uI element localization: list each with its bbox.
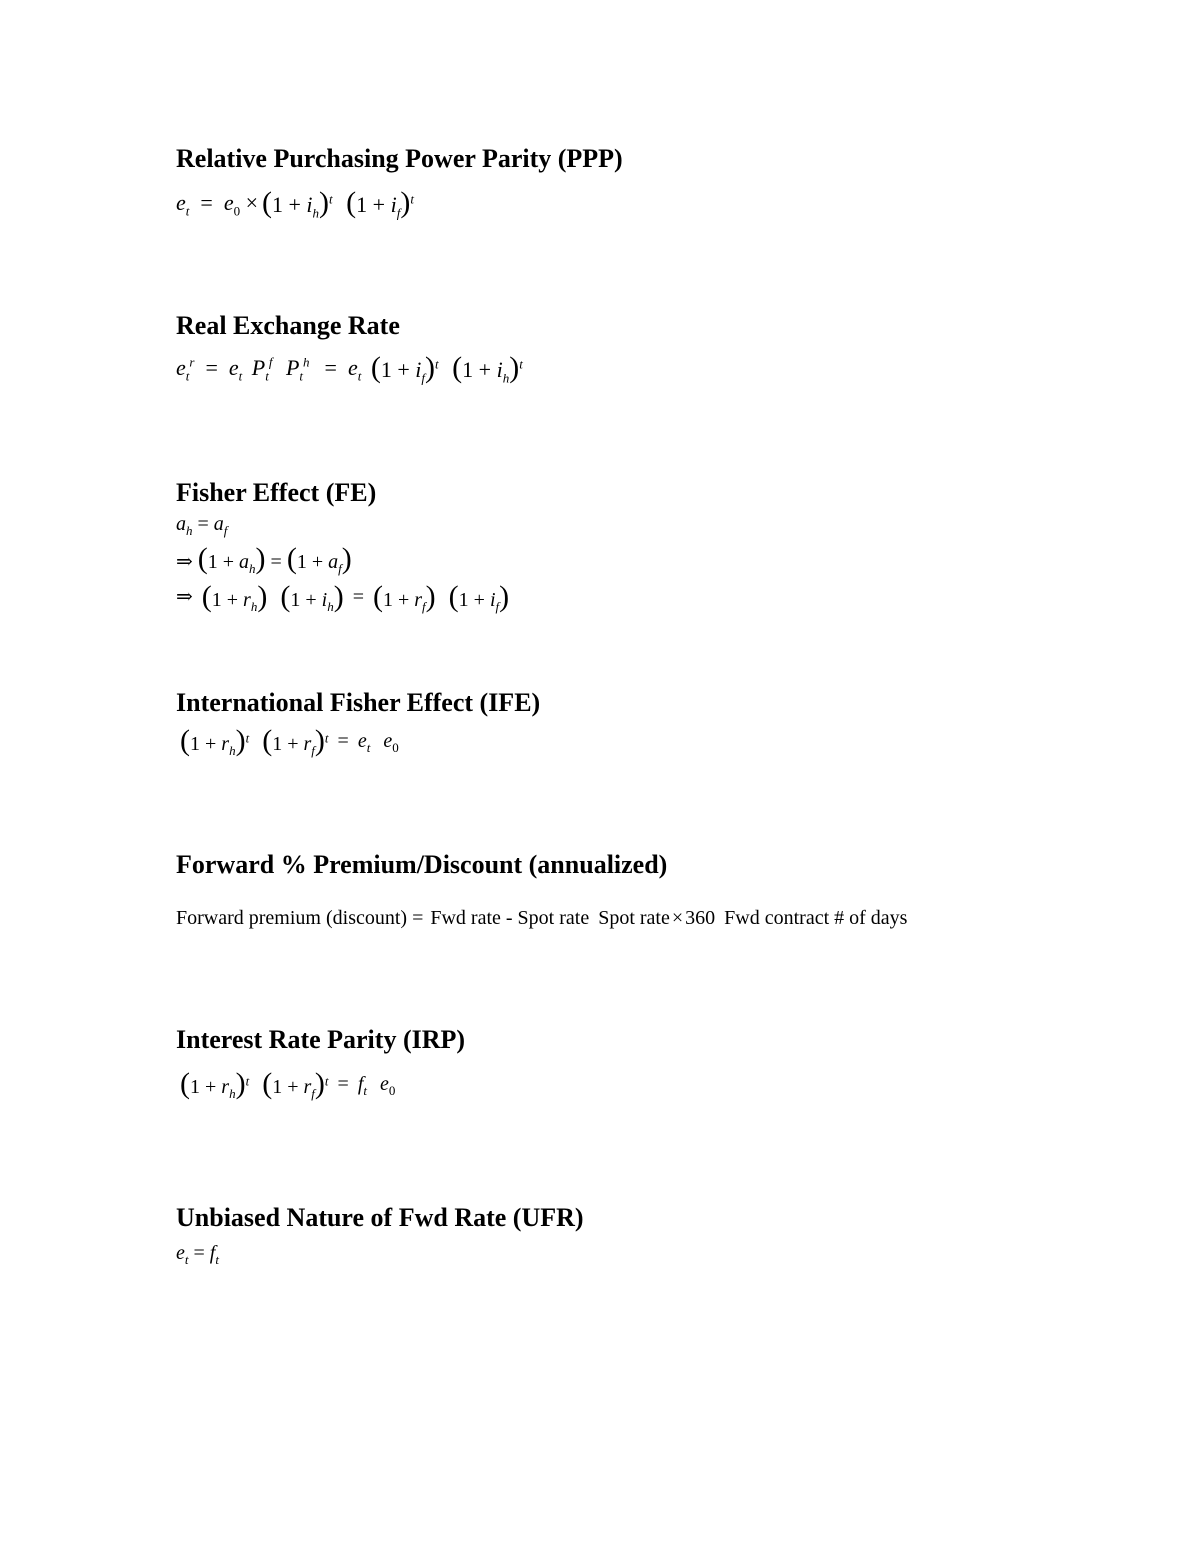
section-fisher-effect [176,478,513,616]
ppp-formula: $e_t = e_0$ × $(1 + i_h)^t$ $(1 + i_f)^t$ [176,186,414,221]
fwd-lhs-bottom: (discount) [325,907,408,929]
ppp-heading: Relative Purchasing Power Parity (PPP) [176,144,623,173]
fe-line-1: $a_h = a_f$ [176,513,228,538]
fwd-lhs-top: Forward premium [176,907,321,929]
ufr-formula: $e_t = f_t$ [176,1242,219,1267]
fwd-frac2-den: Fwd contract # of days [724,906,908,929]
section-ppp [176,144,623,221]
fe-formulas [176,514,513,612]
section-real-exchange-rate [176,311,527,386]
fe-line-2: ⇒ $(1 + a_h) = (1 + a_f)$ [176,542,352,576]
ife-formula: $(1 + r_h)^t$ $(1 + r_f)^t$ = $e_t$ $e_0$ [180,724,399,758]
fwd-fraction-1 [428,907,672,930]
irp-heading: Interest Rate Parity (IRP) [176,1025,466,1054]
section-international-fisher-effect [176,688,540,756]
fwd-frac2-num: 360 [685,906,716,929]
fwd-lhs [176,902,407,934]
rer-heading: Real Exchange Rate [176,311,400,340]
fwd-heading: Forward % Premium/Discount (annualized) [176,850,668,879]
fe-line-3: ⇒ $(1 + r_h)$ $(1 + i_h)$ = $(1 + r_f)$ $(1 + i_f)$ [176,580,510,614]
fe-heading: Fisher Effect (FE) [176,478,377,507]
fwd-fraction-2 [683,907,909,930]
fwd-frac1-num: Fwd rate - Spot rate [430,906,590,929]
section-interest-rate-parity [176,1025,465,1099]
section-ufr [176,1203,584,1267]
ife-heading: International Fisher Effect (IFE) [176,688,541,717]
irp-formula: $(1 + r_h)^t$ $(1 + r_f)^t$ = $f_t$ $e_0$ [180,1067,396,1101]
ufr-heading: Unbiased Nature of Fwd Rate (UFR) [176,1203,584,1232]
fwd-frac1-den: Spot rate [598,906,670,929]
fwd-formula: Forward premium (discount) = Fwd rate - Spot rate Spot rate × 360 Fwd contract # of days [176,902,909,934]
section-forward-premium [176,850,909,934]
rer-formula: $e_t^r = e_t$ $P_t^f$ $P_t^h$ = $e_t$ $(1 + i_f)^t$ $(1 + i_h)^t$ [176,351,523,386]
